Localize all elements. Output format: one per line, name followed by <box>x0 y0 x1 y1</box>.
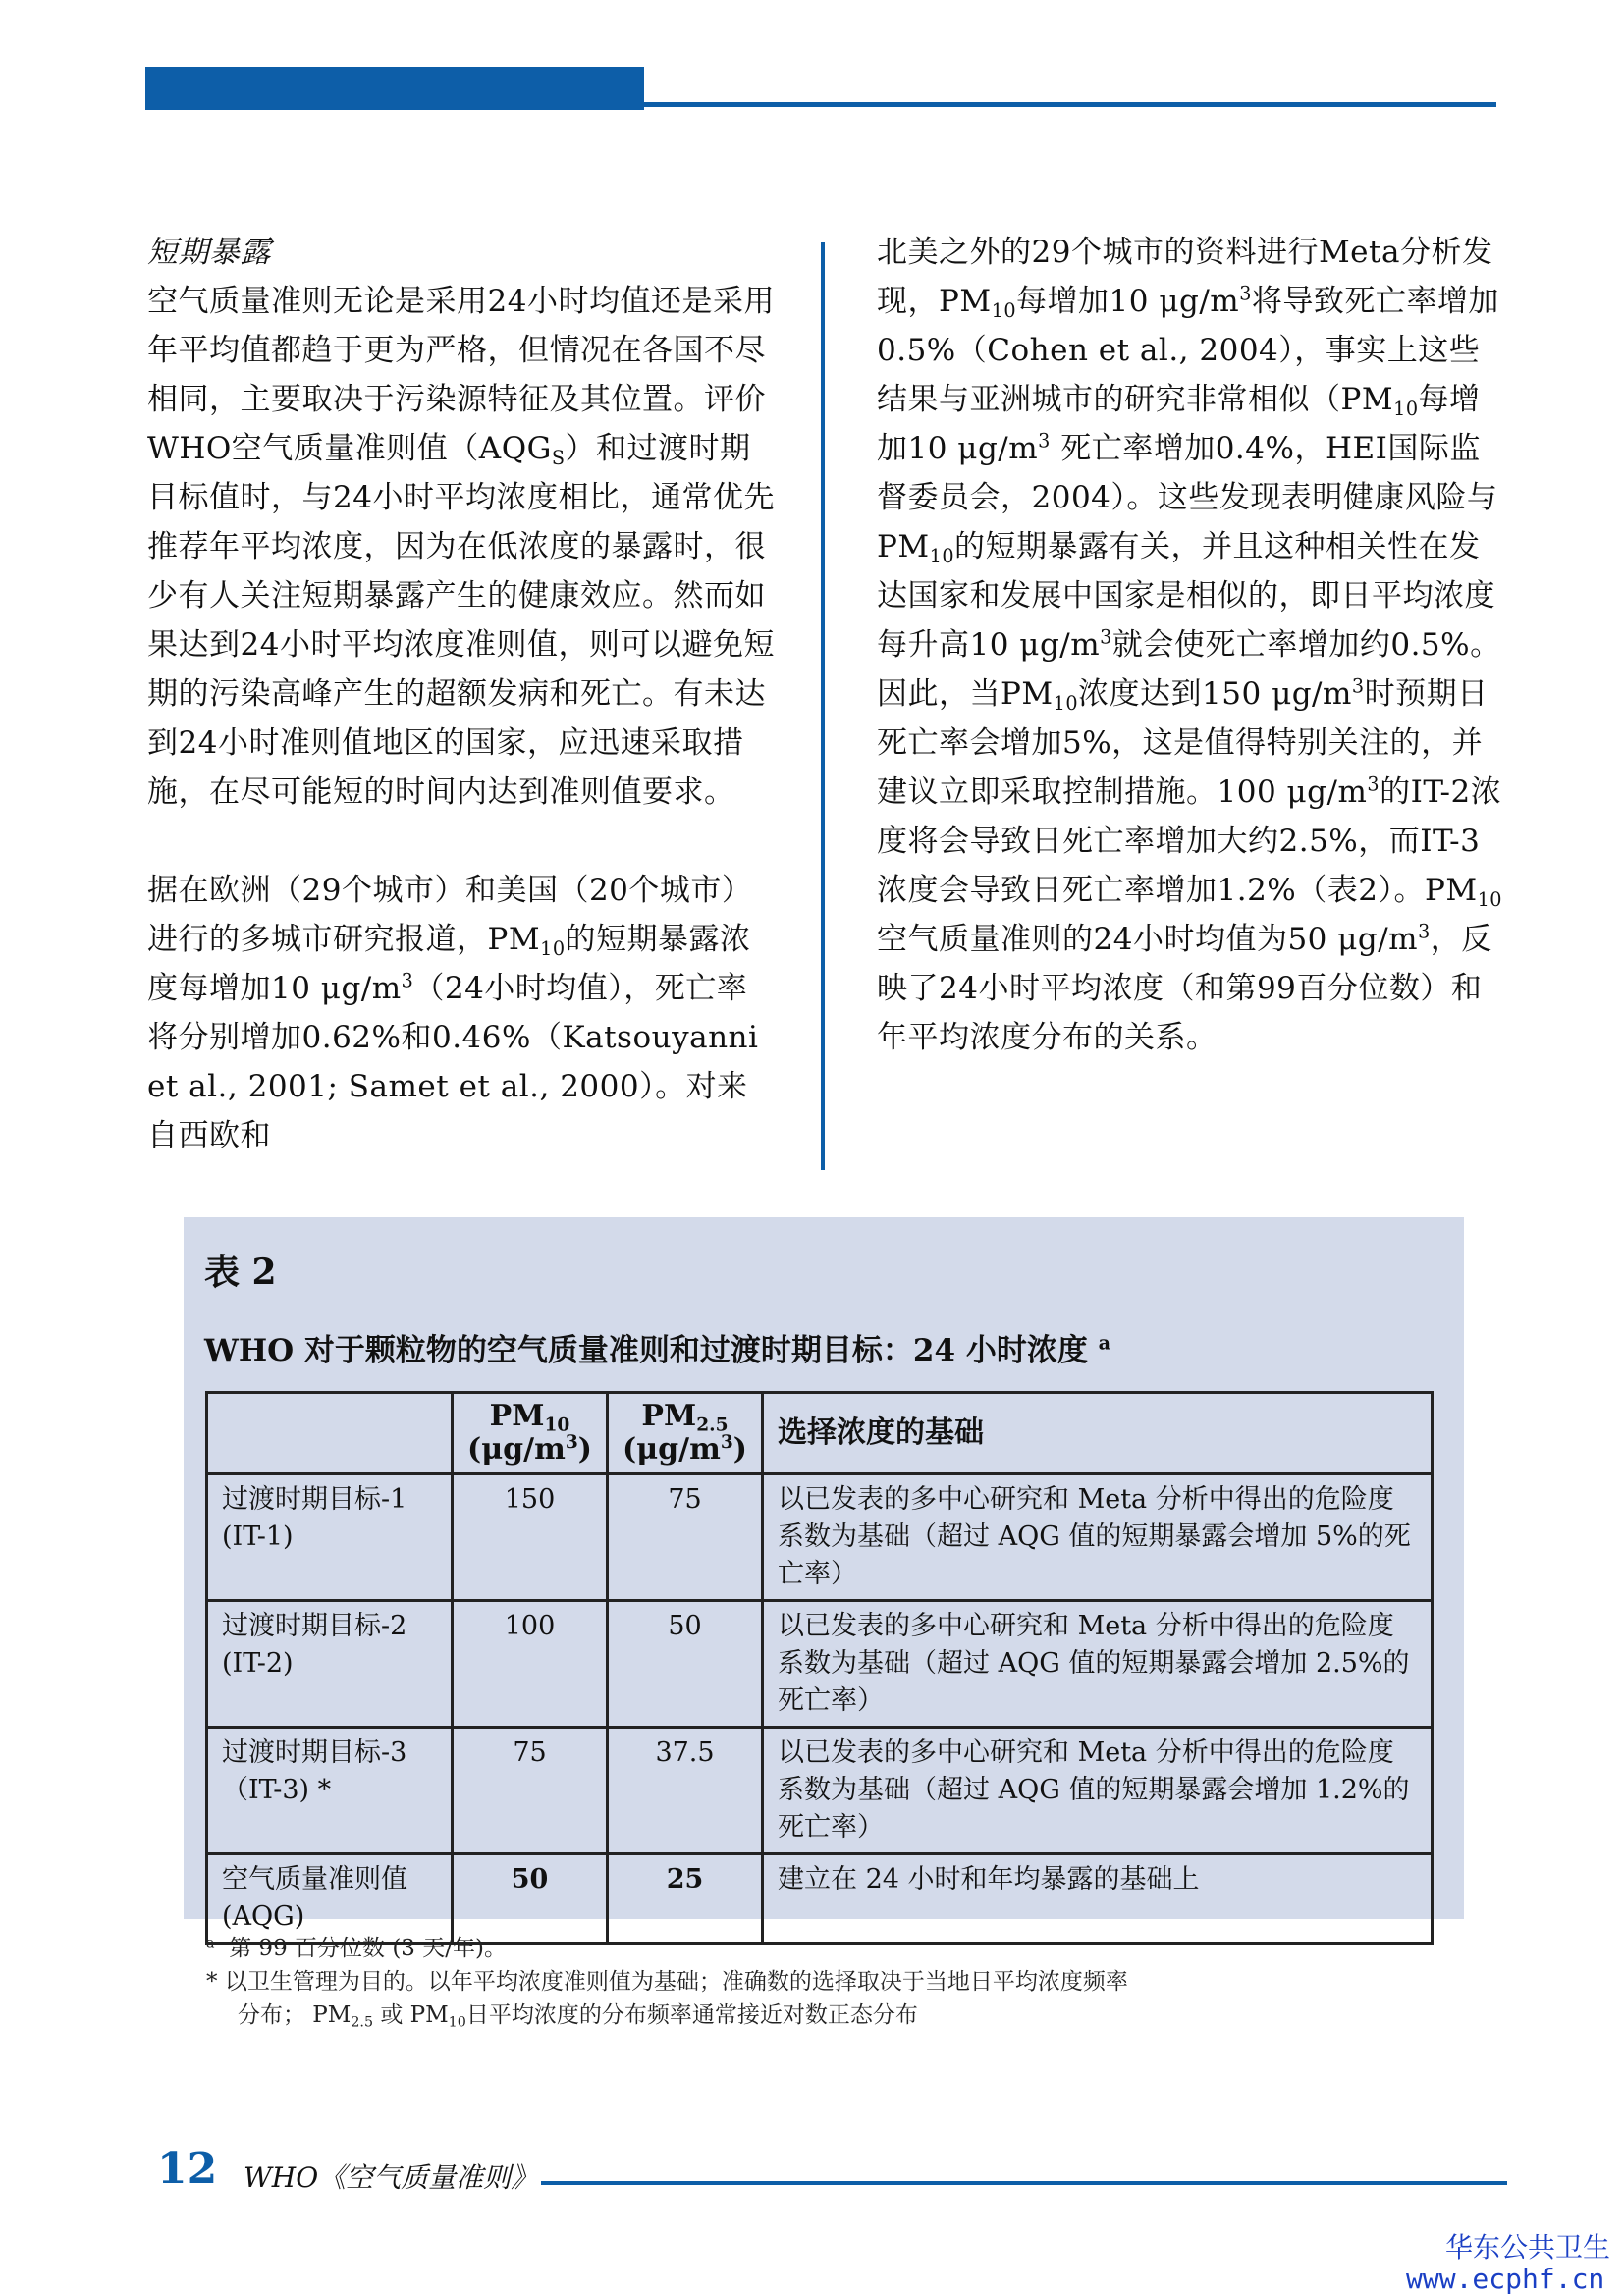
row-pm25: 37.5 <box>608 1728 763 1854</box>
page-number: 12 <box>157 2144 218 2194</box>
header-rule <box>145 102 1496 107</box>
table-header-row <box>207 1393 1433 1474</box>
right-column <box>877 228 1505 1062</box>
row-pm25: 50 <box>608 1601 763 1728</box>
table-number: 表 2 <box>204 1252 277 1293</box>
row-label: 空气质量准则值 (AQG) <box>207 1854 453 1944</box>
paragraph-short-term-exposure: 空气质量准则无论是采用24小时均值还是采用年平均值都趋于更为严格，但情况在各国不尽相同，主要取决于污染源特征及其位置。评价WHO空气质量准则值$(AQG_S)$和过渡时期目标值时，与24小时平均浓度相比，通常优先推荐年平均浓度，因为在低浓度的暴露时，很少有人关注短期暴露产生的健康效应。然而如果达到24小时平均浓度准则值，则可以避免短期的污染高峰产生的超额发病和死亡。有未达到24小时准则值地区的国家，应迅速采取措施，在尽可能短的时间内达到准则值要求。 <box>147 284 775 810</box>
header-pm10: $PM_{10}$ $(\mu g/m^3)$ <box>453 1393 608 1474</box>
row-pm25: 25 <box>608 1854 763 1944</box>
left-column <box>147 228 776 1160</box>
header-basis: 选择浓度的基础 <box>763 1393 1433 1474</box>
watermark-url: www.ecphf.cn <box>1406 2263 1605 2295</box>
row-label: 过渡时期目标-2 (IT-2) <box>207 1601 453 1728</box>
row-pm10: 50 <box>453 1854 608 1944</box>
section-heading: 短期暴露 <box>147 235 271 270</box>
footnote-star: * 以卫生管理为目的。以年平均浓度准则值为基础；准确数的选择取决于当地日平均浓度频率 <box>206 1969 1128 1995</box>
table-row <box>207 1474 1433 1601</box>
row-basis: 以已发表的多中心研究和 Meta 分析中得出的危险度系数为基础（超过 AQG 值的短期暴露会增加 2.5%的死亡率） <box>763 1601 1433 1728</box>
running-title: WHO《空气质量准则》 <box>244 2162 539 2194</box>
row-pm10: 100 <box>453 1601 608 1728</box>
footnote-a: $^a$ 第 99 百分位数 (3 天/年)。 <box>206 1935 507 1961</box>
paragraph-meta-analysis: 北美之外的29个城市的资料进行Meta分析发现，$PM_{10}$每增加10 $\mu g/m^3$将导致死亡率增加0.5%（Cohen et al., 2004），事实上这些结果与亚洲城市的研究非常相似（$PM_{10}$每增加10 $\mu g/m^3$ 死亡率增加0.4%，HEI国际监督委员会，2004）。这些发现表明健康风险与$PM_{10}$的短期暴露有关，并且这种相关性在发达国家和发展中国家是相似的，即日平均浓度每升高10 $\mu g/m^3$就会使死亡率增加约0.5%。因此，当$PM_{10}$浓度达到150 $\mu g/m^3$时预期日死亡率会增加5%，这是值得特别关注的，并建议立即采取控制措施。100 $\mu g/m^3$的IT-2浓度将会导致日死亡率增加大约2.5%，而IT-3浓度会导致日死亡率增加1.2%（表2）。$PM_{10}$空气质量准则的24小时均值为50 $\mu g/m^3$，反映了24小时平均浓度（和第99百分位数）和年平均浓度分布的关系。 <box>877 235 1503 1055</box>
guidelines-table <box>205 1391 1434 1945</box>
paragraph-multicity-study: 据在欧洲（29个城市）和美国（20个城市）进行的多城市研究报道，$PM_{10}$的短期暴露浓度每增加10 $\mu g/m^3(24$小时均值），死亡率将分别增加0.62%和0.46%（Katsouyanni et al., 2001; Samet et al., 2000）。对来自西欧和 <box>147 873 759 1153</box>
table-caption: WHO 对于颗粒物的空气质量准则和过渡时期目标：24 小时浓度 $^a$ <box>204 1331 1111 1368</box>
table-row <box>207 1601 1433 1728</box>
footer-rule <box>541 2181 1507 2185</box>
header-pm25: $PM_{2.5}$ $(\mu g/m^3)$ <box>608 1393 763 1474</box>
column-divider <box>821 242 825 1170</box>
row-basis: 建立在 24 小时和年均暴露的基础上 <box>763 1854 1433 1944</box>
row-label: 过渡时期目标-3 （IT-3) * <box>207 1728 453 1854</box>
row-label: 过渡时期目标-1 (IT-1) <box>207 1474 453 1601</box>
row-pm25: 75 <box>608 1474 763 1601</box>
row-pm10: 150 <box>453 1474 608 1601</box>
row-basis: 以已发表的多中心研究和 Meta 分析中得出的危险度系数为基础（超过 AQG 值的短期暴露会增加 1.2%的死亡率） <box>763 1728 1433 1854</box>
header-empty <box>207 1393 453 1474</box>
table-row <box>207 1854 1433 1944</box>
row-pm10: 75 <box>453 1728 608 1854</box>
footnote-star-cont: 分布； $PM_{2.5}$ 或 $PM_{10}$日平均浓度的分布频率通常接近对数正态分布 <box>238 2002 918 2031</box>
watermark-name: 华东公共卫生 <box>1445 2231 1611 2264</box>
table-row <box>207 1728 1433 1854</box>
row-basis: 以已发表的多中心研究和 Meta 分析中得出的危险度系数为基础（超过 AQG 值的短期暴露会增加 5%的死亡率） <box>763 1474 1433 1601</box>
